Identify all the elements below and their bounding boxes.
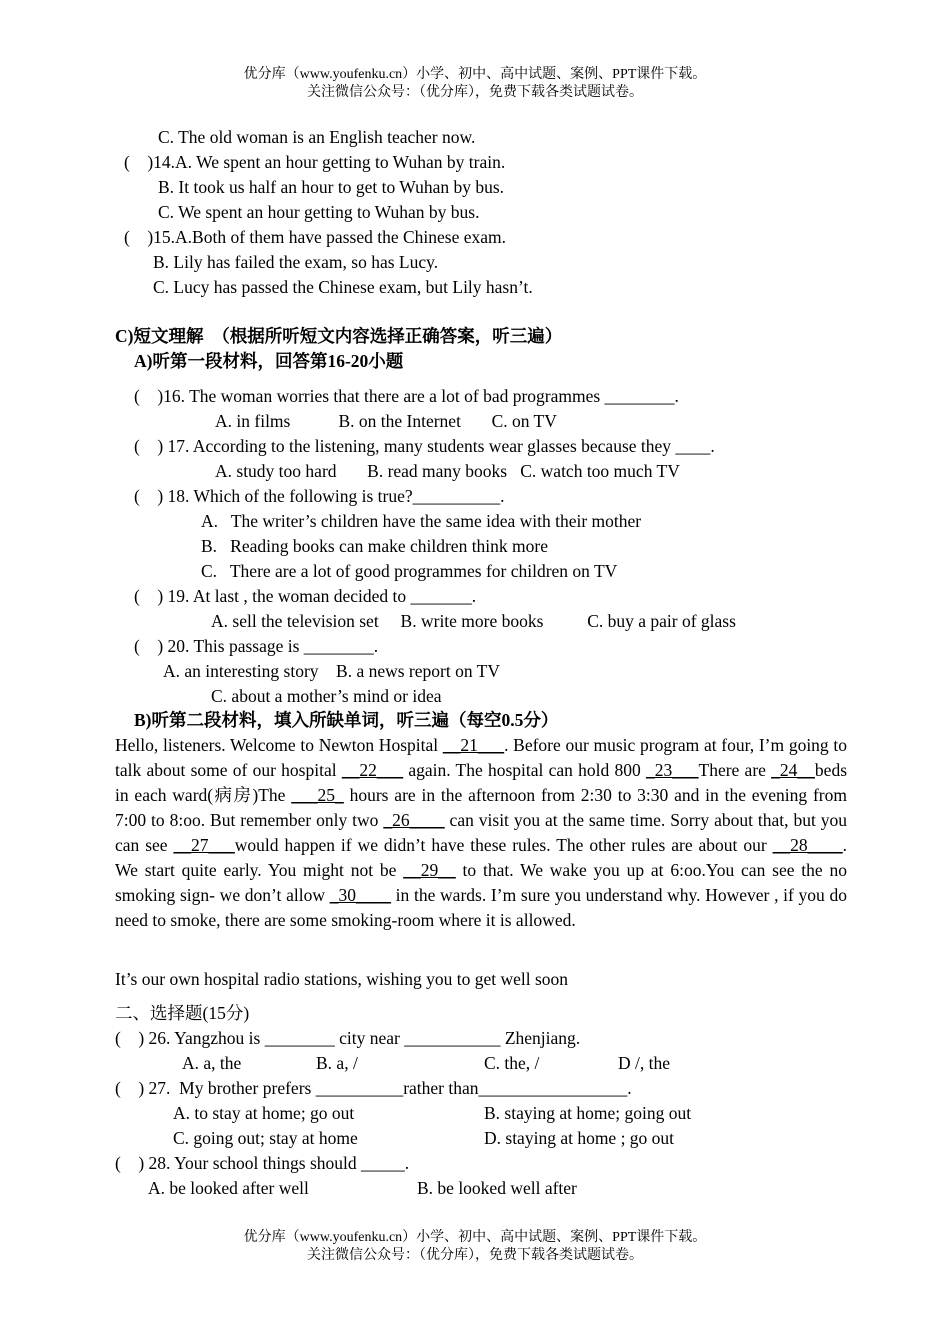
q20-option-c: C. about a mother’s mind or idea: [211, 686, 442, 706]
blank-22[interactable]: __22___: [341, 760, 404, 780]
q17-stem: ( ) 17. According to the listening, many students wear glasses because they ____.: [134, 436, 715, 456]
q18-option-b: B. Reading books can make children think more: [201, 536, 549, 556]
q19-stem: ( ) 19. At last , the woman decided to _______.: [134, 586, 477, 606]
passage-text: . Before our music program at four, I’m going to talk about some of our hospital: [115, 735, 847, 780]
cloze-passage: [115, 733, 847, 933]
q18-stem: ( ) 18. Which of the following is true?__________.: [134, 486, 505, 506]
footer-line-2: 关注微信公众号：（优分库），免费下载各类试题试卷。: [307, 1248, 643, 1263]
q27-option-d: D. staying at home ; go out: [484, 1128, 675, 1148]
blank-21[interactable]: __21___: [442, 735, 505, 755]
passage-text: . We start quite early. You might not be: [115, 835, 847, 880]
q18-option-a: A. The writer’s children have the same idea with their mother: [201, 511, 642, 531]
q17-options: A. study too hard B. read many books C. watch too much TV: [215, 461, 680, 481]
footer-line-1: 优分库（www.youfenku.cn）小学、初中、高中试题、案例、PPT课件下载。: [243, 1230, 707, 1245]
q16-options: A. in films B. on the Internet C. on TV: [215, 411, 557, 431]
header-line-1: 优分库（www.youfenku.cn）小学、初中、高中试题、案例、PPT课件下载。: [243, 67, 707, 82]
blank-23[interactable]: _23___: [646, 760, 699, 780]
closing-line: It’s our own hospital radio stations, wishing you to get well soon: [115, 969, 569, 989]
blank-28[interactable]: __28____: [772, 835, 843, 855]
passage-text: beds in each ward(病房)The: [115, 760, 847, 805]
q26-option-c: C. the, /: [484, 1053, 540, 1073]
q20-options-ab: A. an interesting story B. a news report on TV: [163, 661, 500, 681]
q27-stem: ( ) 27. My brother prefers __________rather than_________________.: [115, 1078, 632, 1098]
blank-24[interactable]: _24__: [771, 760, 815, 780]
passage-text: again. The hospital can hold 800: [403, 760, 647, 780]
blank-27[interactable]: __27___: [173, 835, 235, 855]
part-b-title: B)听第二段材料，填入所缺单词，听三遍（每空0.5分）: [134, 710, 559, 730]
header-line-2: 关注微信公众号：（优分库），免费下载各类试题试卷。: [307, 85, 643, 100]
q16-stem: ( )16. The woman worries that there are a lot of bad programmes ________.: [134, 386, 679, 406]
passage-text: There are: [698, 760, 772, 780]
q18-option-c: C. There are a lot of good programmes for children on TV: [201, 561, 618, 581]
blank-29[interactable]: __29__: [403, 860, 456, 880]
q20-stem: ( ) 20. This passage is ________.: [134, 636, 379, 656]
section-c-title: C)短文理解 （根据所听短文内容选择正确答案，听三遍）: [115, 326, 563, 346]
q13-option-c: C. The old woman is an English teacher now.: [158, 127, 476, 147]
blank-26[interactable]: _26____: [383, 810, 445, 830]
passage-text: in the wards. I’m sure you understand why. However , if you do need to smoke, there are some smoking-room where it is allowed.: [115, 885, 847, 930]
passage-text: to that. We wake you up at 6:oo.You can see the no smoking sign- we don’t allow: [115, 860, 848, 905]
page-footer: [0, 1229, 950, 1265]
passage-text: hours are in the afternoon from 2:30 to 3:30 and in the evening from 7:00 to 8:oo. But remember only two: [115, 785, 847, 830]
q19-options: A. sell the television set B. write more books C. buy a pair of glass: [211, 611, 736, 631]
q14-stem-option-a: ( )14.A. We spent an hour getting to Wuhan by train.: [124, 152, 506, 172]
q26-option-b: B. a, /: [316, 1053, 358, 1073]
q15-option-c: C. Lucy has passed the Chinese exam, but Lily hasn’t.: [153, 277, 533, 297]
section-2-title: 二、选择题(15分): [115, 1003, 250, 1023]
q15-stem-option-a: ( )15.A.Both of them have passed the Chinese exam.: [124, 227, 506, 247]
q28-stem: ( ) 28. Your school things should _____.: [115, 1153, 410, 1173]
blank-25[interactable]: ___25_: [291, 785, 344, 805]
q28-option-a: A. be looked after well: [148, 1178, 309, 1198]
q26-option-d: D /, the: [618, 1053, 671, 1073]
q27-option-b: B. staying at home; going out: [484, 1103, 692, 1123]
part-a-title: A)听第一段材料，回答第16-20小题: [134, 351, 404, 371]
q15-option-b: B. Lily has failed the exam, so has Lucy.: [153, 252, 439, 272]
q26-option-a: A. a, the: [182, 1053, 242, 1073]
q27-option-c: C. going out; stay at home: [173, 1128, 358, 1148]
q27-option-a: A. to stay at home; go out: [173, 1103, 355, 1123]
passage-text: would happen if we didn’t have these rules. The other rules are about our: [234, 835, 773, 855]
q14-option-c: C. We spent an hour getting to Wuhan by bus.: [158, 202, 480, 222]
passage-text: can visit you at the same time. Sorry about that, but you can see: [115, 810, 847, 855]
blank-30[interactable]: _30____: [329, 885, 391, 905]
q14-option-b: B. It took us half an hour to get to Wuhan by bus.: [158, 177, 505, 197]
q28-option-b: B. be looked well after: [417, 1178, 577, 1198]
q26-stem: ( ) 26. Yangzhou is ________ city near ___________ Zhenjiang.: [115, 1028, 581, 1048]
page-header: [0, 66, 950, 102]
passage-text: Hello, listeners. Welcome to Newton Hospital: [115, 735, 443, 755]
